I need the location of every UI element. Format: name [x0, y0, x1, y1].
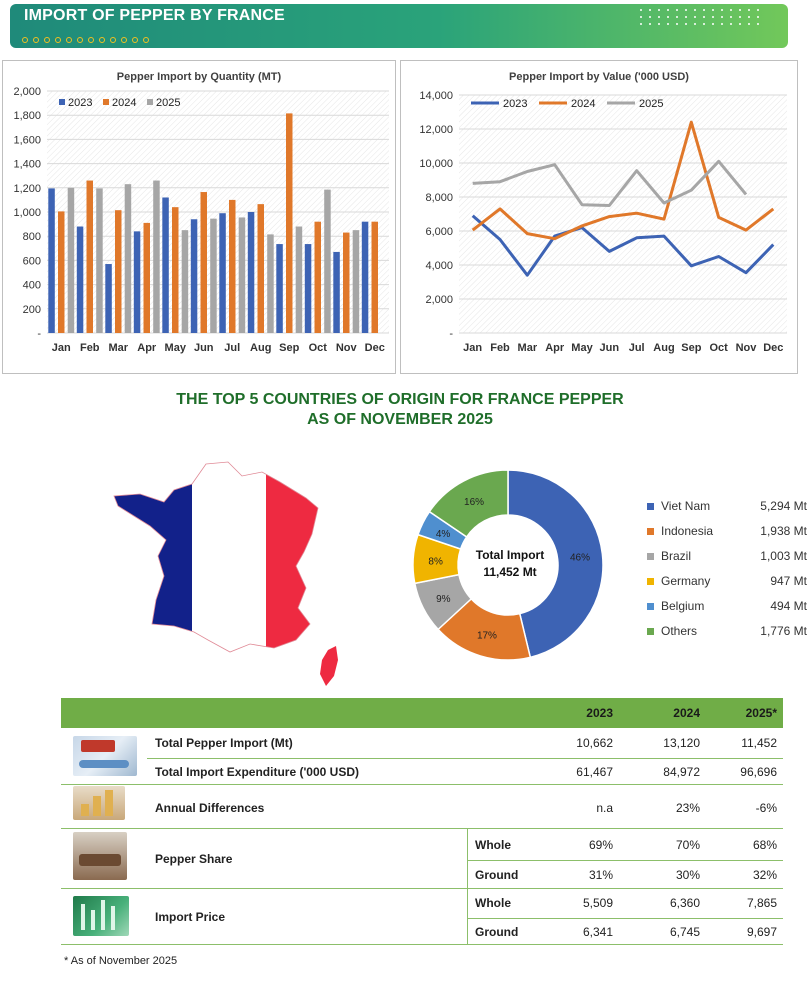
legend-value: 494 Mt: [770, 599, 807, 613]
france-flag-map: [110, 460, 350, 710]
donut-pct-label: 8%: [428, 556, 443, 568]
bar-2025-Jun: [210, 219, 217, 333]
x-tick-label: Feb: [79, 342, 100, 354]
legend-label-2023: 2023: [503, 98, 528, 110]
x-tick-label: Jun: [193, 342, 214, 354]
bar-2023-Jul: [219, 213, 226, 333]
bar-2024-Nov: [343, 233, 350, 333]
legend-label-2024: 2024: [112, 97, 137, 109]
bar-2023-Dec: [362, 222, 369, 333]
donut-pct-label: 9%: [436, 593, 451, 605]
donut-pct-label: 17%: [476, 630, 497, 642]
x-tick-label: Jul: [628, 342, 645, 354]
x-tick-label: Nov: [735, 342, 757, 354]
bar-2025-Sep: [296, 227, 303, 333]
legend-name: Indonesia: [661, 524, 714, 538]
y-tick-label: 10,000: [419, 158, 453, 170]
x-tick-label: Oct: [709, 342, 728, 354]
x-tick-label: Sep: [279, 342, 300, 354]
x-tick-label: May: [164, 342, 186, 354]
x-tick-label: Jul: [224, 342, 241, 354]
donut-pct-label: 4%: [435, 528, 451, 540]
x-tick-label: Jan: [51, 342, 71, 354]
bar-2024-May: [172, 207, 179, 333]
x-tick-label: Sep: [681, 342, 702, 354]
legend-label-2024: 2024: [571, 98, 596, 110]
bar-2023-Jan: [48, 188, 55, 333]
quantity-chart-title: Pepper Import by Quantity (MT): [116, 71, 282, 83]
bar-2025-Mar: [125, 184, 132, 333]
cell-expenditure-2024: 84,972: [663, 765, 700, 779]
y-tick-label: 12,000: [419, 124, 453, 136]
share-ground-label: Ground: [475, 868, 519, 882]
price-ground-label: Ground: [475, 925, 519, 939]
bar-2024-Jul: [229, 200, 236, 333]
bar-2023-Sep: [276, 244, 283, 333]
legend-name: Brazil: [661, 549, 692, 563]
x-tick-label: Apr: [545, 342, 565, 354]
quantity-chart-panel: [2, 60, 396, 374]
quantity-bar-chart: [3, 61, 395, 373]
donut-pct-label: 16%: [464, 496, 485, 508]
y-tick-label: 400: [22, 279, 41, 292]
cell-expenditure-2025: 96,696: [740, 765, 777, 779]
header-2023: 2023: [586, 706, 613, 720]
header-2025: 2025*: [745, 706, 777, 720]
cell-price-whole-2024: 6,360: [669, 896, 700, 910]
x-tick-label: Aug: [653, 342, 675, 354]
section-title-line1: THE TOP 5 COUNTRIES OF ORIGIN FOR FRANCE PEPPER: [176, 391, 624, 408]
bar-2023-Mar: [105, 264, 112, 333]
price-whole-label: Whole: [475, 896, 511, 910]
bar-2023-Aug: [248, 212, 255, 333]
legend-label-2025: 2025: [156, 97, 181, 109]
legend-item-indonesia: [647, 524, 807, 542]
shipping-icon: [73, 736, 137, 776]
y-tick-label: -: [37, 328, 41, 340]
legend-value: 947 Mt: [770, 574, 807, 588]
table-header: [61, 698, 783, 728]
y-tick-label: 4,000: [425, 260, 453, 272]
legend-item-germany: [647, 574, 807, 592]
bar-2023-Oct: [305, 244, 312, 333]
chart-growth-icon: [73, 786, 125, 820]
section-title-line2: AS OF NOVEMBER 2025: [307, 411, 493, 428]
x-tick-label: Dec: [763, 342, 784, 354]
bar-2024-Jun: [201, 192, 208, 333]
bar-2025-Oct: [324, 190, 331, 333]
cell-total-import-2024: 13,120: [663, 736, 700, 750]
y-tick-label: 2,000: [13, 86, 41, 98]
bar-2023-Feb: [77, 227, 84, 333]
bar-2024-Mar: [115, 210, 122, 333]
x-tick-label: Jan: [463, 342, 483, 354]
x-tick-label: Dec: [364, 342, 385, 354]
x-tick-label: Feb: [490, 342, 510, 354]
legend-swatch: [647, 628, 654, 635]
x-tick-label: May: [571, 342, 593, 354]
cell-differences-2023: n.a: [596, 801, 613, 815]
corsica-shape: [320, 646, 338, 686]
x-tick-label: Aug: [250, 342, 272, 354]
y-tick-label: 800: [22, 231, 41, 244]
legend-swatch: [647, 578, 654, 585]
legend-label-2023: 2023: [68, 97, 93, 109]
bar-2024-Aug: [258, 204, 265, 333]
cell-share-ground-2024: 30%: [675, 868, 700, 882]
legend-value: 5,294 Mt: [760, 499, 807, 513]
value-chart-panel: [400, 60, 798, 374]
bar-2023-Jun: [191, 219, 198, 333]
x-tick-label: Mar: [517, 342, 538, 354]
value-line-chart: [401, 61, 797, 373]
legend-item-brazil: [647, 549, 807, 567]
cell-share-whole-2023: 69%: [588, 838, 613, 852]
legend-swatch-2024: [103, 99, 109, 105]
decorative-dot-grid: [640, 9, 761, 25]
legend-swatch: [647, 553, 654, 560]
cell-expenditure-2023: 61,467: [576, 765, 613, 779]
cell-share-whole-2025: 68%: [752, 838, 777, 852]
bar-2025-Jul: [239, 217, 246, 333]
cell-price-ground-2024: 6,745: [669, 925, 700, 939]
header-2024: 2024: [673, 706, 700, 720]
bar-2024-Oct: [315, 222, 322, 333]
cell-share-ground-2025: 32%: [752, 868, 777, 882]
y-tick-label: 2,000: [425, 294, 453, 306]
y-tick-label: 8,000: [425, 192, 453, 204]
cell-differences-2024: 23%: [675, 801, 700, 815]
value-chart-title: Pepper Import by Value ('000 USD): [509, 71, 689, 83]
y-tick-label: 1,800: [13, 110, 41, 123]
bar-2025-Apr: [153, 181, 160, 333]
legend-swatch-2025: [147, 99, 153, 105]
donut-center-value: 11,452 Mt: [483, 565, 537, 579]
y-tick-label: -: [449, 328, 453, 340]
legend-swatch-2023: [59, 99, 65, 105]
cell-total-import-2023: 10,662: [576, 736, 613, 750]
legend-swatch: [647, 528, 654, 535]
legend-name: Viet Nam: [661, 499, 711, 513]
x-tick-label: Apr: [137, 342, 157, 354]
row-label-expenditure: Total Import Expenditure ('000 USD): [155, 765, 359, 779]
bar-2024-Apr: [144, 223, 151, 333]
bar-2024-Sep: [286, 113, 293, 333]
donut-center-label: Total Import: [475, 548, 545, 562]
cell-total-import-2025: 11,452: [741, 736, 777, 750]
page-title: IMPORT OF PEPPER BY FRANCE: [24, 7, 285, 24]
footnote: * As of November 2025: [64, 955, 178, 967]
y-tick-label: 600: [22, 255, 41, 268]
legend-name: Belgium: [661, 599, 705, 613]
legend-value: 1,003 Mt: [760, 549, 807, 563]
bar-2024-Feb: [87, 181, 94, 333]
legend-item-belgium: [647, 599, 807, 617]
y-tick-label: 1,200: [13, 182, 41, 195]
share-whole-label: Whole: [475, 838, 511, 852]
donut-legend: [647, 499, 807, 649]
cell-price-ground-2023: 6,341: [582, 925, 613, 939]
y-tick-label: 200: [22, 303, 41, 316]
donut-pct-label: 46%: [569, 552, 590, 564]
y-tick-label: 1,400: [13, 158, 41, 171]
legend-value: 1,938 Mt: [760, 524, 807, 538]
legend-swatch: [647, 603, 654, 610]
x-tick-label: Oct: [308, 342, 327, 354]
bar-2023-Apr: [134, 231, 141, 333]
bar-2024-Dec: [372, 222, 379, 333]
cell-share-whole-2024: 70%: [675, 838, 700, 852]
legend-label-2025: 2025: [639, 98, 664, 110]
price-growth-icon: [73, 896, 129, 936]
row-label-pepper-share: Pepper Share: [155, 852, 233, 866]
legend-item-others: [647, 624, 807, 642]
cell-differences-2025: -6%: [755, 801, 777, 815]
row-label-differences: Annual Differences: [155, 801, 265, 815]
x-tick-label: Jun: [599, 342, 620, 354]
legend-swatch: [647, 503, 654, 510]
bar-2023-Nov: [333, 252, 340, 333]
x-tick-label: Mar: [108, 342, 129, 354]
bar-2025-May: [182, 230, 189, 333]
bar-2025-Aug: [267, 234, 274, 333]
y-tick-label: 14,000: [419, 90, 453, 102]
y-tick-label: 6,000: [425, 226, 453, 238]
cell-share-ground-2023: 31%: [588, 868, 613, 882]
legend-name: Others: [661, 624, 698, 638]
pepper-sacks-icon: [73, 832, 127, 880]
legend-item-viet-nam: [647, 499, 807, 517]
decorative-dots: [22, 37, 149, 43]
legend-value: 1,776 Mt: [760, 624, 807, 638]
bar-2023-May: [162, 197, 169, 333]
bar-2025-Nov: [353, 230, 360, 333]
bar-2025-Feb: [96, 188, 103, 333]
bar-2024-Jan: [58, 211, 65, 333]
y-tick-label: 1,000: [13, 207, 41, 219]
x-tick-label: Nov: [335, 342, 357, 354]
y-tick-label: 1,600: [13, 134, 41, 147]
row-label-total-import: Total Pepper Import (Mt): [155, 736, 293, 750]
legend-name: Germany: [661, 574, 711, 588]
row-label-import-price: Import Price: [155, 910, 226, 924]
bar-2025-Jan: [68, 188, 75, 333]
cell-price-whole-2023: 5,509: [582, 896, 613, 910]
cell-price-ground-2025: 9,697: [746, 925, 777, 939]
cell-price-whole-2025: 7,865: [746, 896, 777, 910]
